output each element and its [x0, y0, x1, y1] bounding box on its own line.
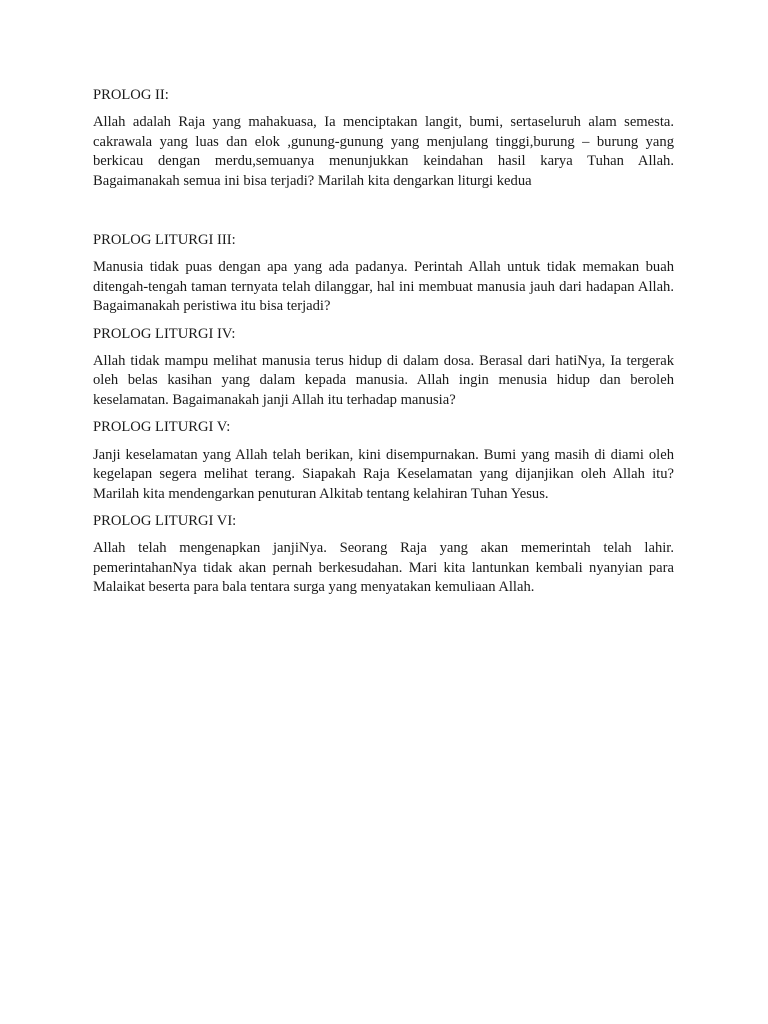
section-heading-prolog-liturgi-v: PROLOG LITURGI V:	[93, 419, 231, 436]
section-body-prolog-liturgi-iv: Allah tidak mampu melihat manusia terus hidup di dalam dosa. Berasal dari hatiNya, Ia tergerak oleh belas kasihan yang dalam kepada manusia. Allah ingin menusia hidup dan beroleh keselamatan. Bagaimanakah janji Allah itu terhadap manusia?	[93, 353, 674, 408]
section-heading-prolog-liturgi-iv: PROLOG LITURGI IV:	[93, 325, 236, 342]
section-body-prolog-ii: Allah adalah Raja yang mahakuasa, Ia menciptakan langit, bumi, sertaseluruh alam semesta. cakrawala yang luas dan elok ,gunung-gunung yang menjulang tinggi,burung – burung yang berkicau dengan merdu,semuanya menunjukkan keindahan hasil karya Tuhan Allah. Bagaimanakah semua ini bisa terjadi? Marilah kita dengarkan liturgi kedua	[93, 114, 674, 189]
section-heading-prolog-liturgi-iii: PROLOG LITURGI III:	[93, 232, 236, 249]
section-body-prolog-liturgi-iii: Manusia tidak puas dengan apa yang ada padanya. Perintah Allah untuk tidak memakan buah ditengah-tengah taman ternyata telah dilanggar, hal ini membuat manusia jauh dari hadapan Allah. Bagaimanakah peristiwa itu bisa terjadi?	[93, 259, 674, 315]
section-heading-prolog-liturgi-vi: PROLOG LITURGI VI:	[93, 512, 237, 529]
document-page	[93, 86, 674, 606]
section-heading-prolog-ii: PROLOG II:	[93, 87, 169, 103]
section-spacer	[93, 199, 674, 231]
section-body-prolog-liturgi-v: Janji keselamatan yang Allah telah berikan, kini disempurnakan. Bumi yang masih di diami oleh kegelapan segera melihat terang. Siapakah Raja Keselamatan yang dijanjikan oleh Allah itu? Marilah kita mendengarkan penuturan Alkitab tentang kelahiran Tuhan Yesus.	[93, 446, 674, 502]
section-body-prolog-liturgi-vi: Allah telah mengenapkan janjiNya. Seorang Raja yang akan memerintah telah lahir. pemerintahanNya tidak akan pernah berkesudahan. Mari kita lantunkan kembali nyanyian para Malaikat beserta para bala tentara surga yang menyatakan kemuliaan Allah.	[93, 540, 674, 596]
